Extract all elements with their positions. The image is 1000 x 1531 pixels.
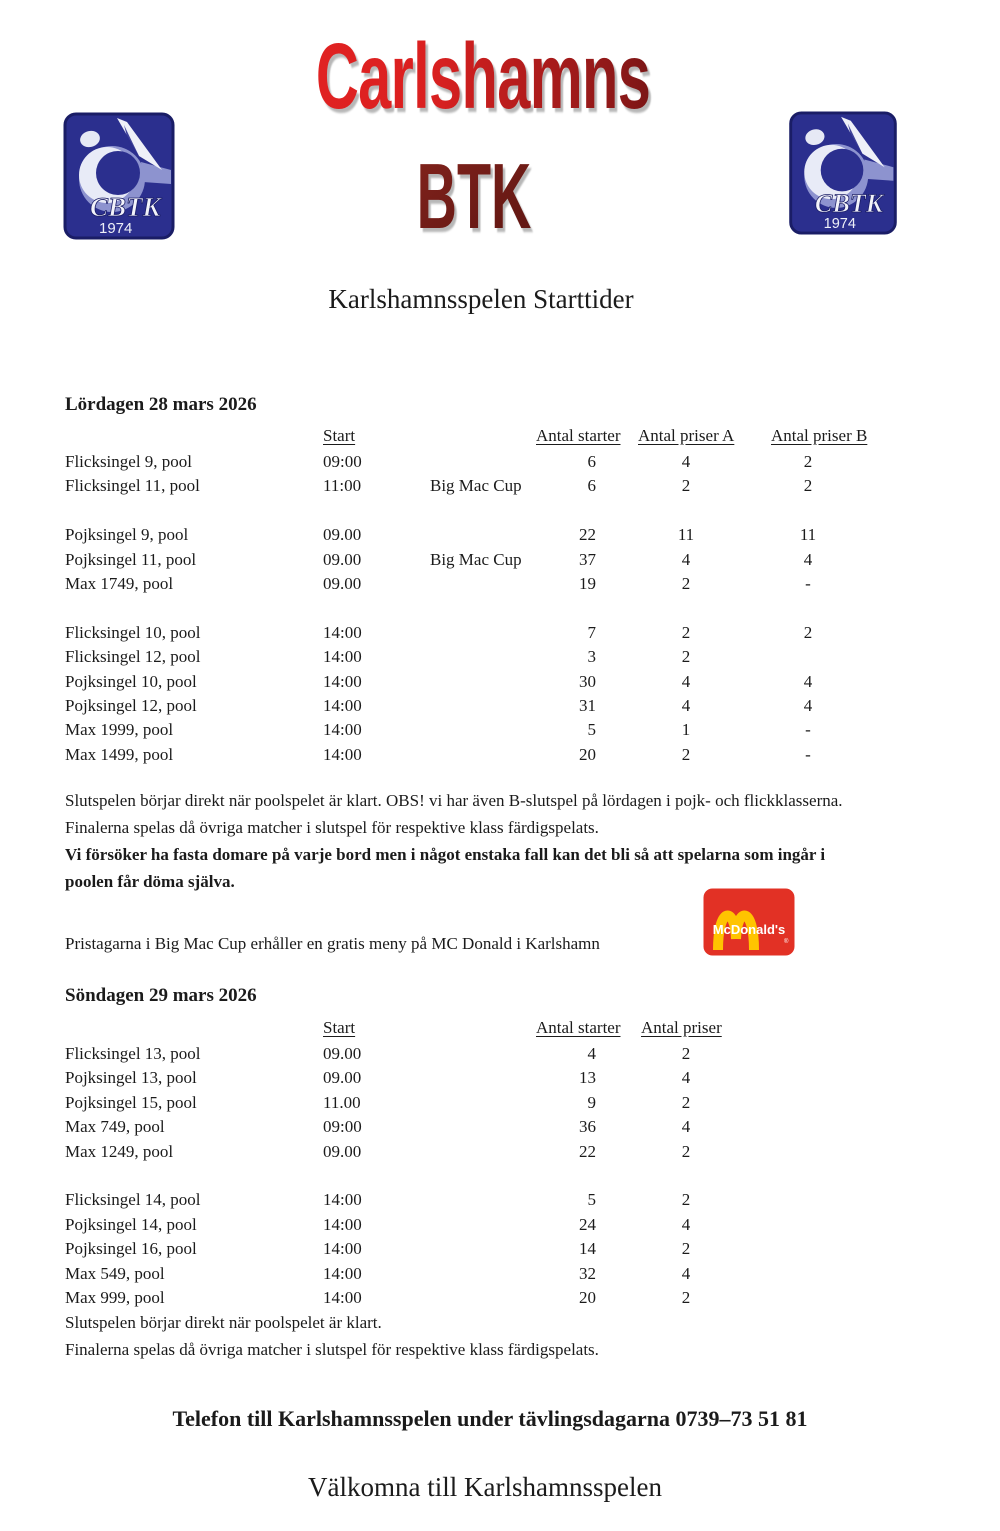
start-time-cell: 14:00 [323,720,362,740]
starters-cell: 32 [579,1263,596,1283]
start-time-cell: 09:00 [323,1117,362,1137]
bigmac-note: Pristagarna i Big Mac Cup erhåller en gratis meny på MC Donald i Karlshamn [65,934,600,953]
start-time-cell: 14:00 [323,695,362,715]
prizes-cell: 4 [681,1263,691,1283]
note-line: Slutspelen börjar direkt när poolspelet är klart. OBS! vi har även B-slutspel på lördagen i pojk- och flickklasserna. [65,791,843,810]
cbtk-logo-icon [788,111,898,235]
prizes-cell: 2 [681,1287,691,1307]
prizes-cell: 2 [681,1044,691,1063]
prizes-cell: 2 [681,1239,691,1259]
class-name-cell: Pojksingel 15, pool [65,1092,197,1112]
page-title: Karlshamnsspelen Starttider [328,284,634,314]
class-name-cell: Max 1249, pool [65,1141,174,1161]
column-header-prizes-a: Antal priser A [638,426,735,445]
start-time-cell: 11.00 [323,1092,361,1112]
prizes-b-cell: 2 [803,452,813,471]
prizes-b-cell: 11 [799,525,817,545]
logo-abbr-text: CBTK [814,188,884,218]
note-line: Finalerna spelas då övriga matcher i slutspel för respektive klass färdigspelats. [65,1340,599,1359]
starters-cell: 13 [579,1068,596,1088]
table-row [65,743,840,767]
starters-cell: 20 [579,1287,596,1307]
class-name-cell: Max 549, pool [65,1263,165,1283]
note-line-bold: poolen får döma själva. [65,872,235,891]
starters-cell: 3 [587,647,596,667]
sunday-heading: Söndagen 29 mars 2026 [65,985,257,1006]
phone-line: Telefon till Karlshamnsspelen under tävlingsdagarna 0739–73 51 81 [172,1406,808,1431]
table-row [65,572,840,596]
note-line: Finalerna spelas då övriga matcher i slutspel för respektive klass färdigspelats. [65,818,599,837]
table-row [65,1115,776,1139]
start-time-cell: 09.00 [323,1044,362,1063]
start-time-cell: 09.00 [323,573,362,593]
sunday-table-header [65,1015,915,1040]
table-row [65,548,840,572]
table-row [65,1262,776,1286]
column-header-starters: Antal starter [536,1018,621,1037]
class-name-cell: Flicksingel 11, pool [65,476,200,496]
starters-cell: 22 [579,525,596,545]
mcdonalds-logo [703,888,795,956]
table-row [65,1164,776,1188]
starters-cell: 22 [579,1141,596,1161]
welcome-line: Välkomna till Karlshamnsspelen [308,1472,662,1502]
starters-cell: 5 [587,1190,596,1210]
mcdonalds-logo-icon [703,888,795,956]
table-row [65,1237,776,1261]
table-row [65,499,840,523]
start-time-cell: 14:00 [323,1263,362,1283]
logo-abbr-text: CBTK [90,192,161,222]
prizes-a-cell: 4 [681,671,691,691]
table-row [65,1213,776,1237]
table-row [65,694,840,718]
start-time-cell: 09:00 [323,452,362,471]
club-name-title: Carlshamns [163,30,803,123]
prizes-b-cell: 2 [803,622,813,642]
prizes-cell: 2 [681,1092,691,1112]
prizes-cell: 2 [681,1190,691,1210]
start-time-cell: 14:00 [323,1239,362,1259]
prizes-a-cell: 4 [681,549,691,569]
table-row [65,1066,776,1090]
class-name-cell: Pojksingel 16, pool [65,1239,197,1259]
prizes-b-cell: - [805,573,811,593]
start-time-cell: 14:00 [323,622,362,642]
starters-cell: 4 [587,1044,596,1063]
logo-year-text: 1974 [99,220,133,237]
class-name-cell: Max 749, pool [65,1117,165,1137]
prizes-cell: 4 [681,1117,691,1137]
sunday-table [65,1042,776,1310]
starters-cell: 5 [587,720,596,740]
saturday-notes [65,787,935,895]
prizes-a-cell: 2 [681,647,691,667]
class-name-cell: Flicksingel 14, pool [65,1190,201,1210]
prizes-a-cell: 2 [681,573,691,593]
saturday-table [65,450,840,767]
cup-cell: Big Mac Cup [430,476,522,496]
club-abbr-title: BTK [174,150,774,243]
table-row [65,450,840,474]
class-name-cell: Flicksingel 12, pool [65,647,201,667]
prizes-b-cell: 4 [803,549,813,569]
starters-cell: 20 [579,744,596,764]
cbtk-club-logo-left [63,112,175,240]
class-name-cell: Max 999, pool [65,1287,165,1307]
table-row [65,621,840,645]
start-time-cell: 09.00 [323,1068,362,1088]
table-row [65,670,840,694]
table-row [65,523,840,547]
logo-year-text: 1974 [823,216,856,233]
start-time-cell: 09.00 [323,549,362,569]
starters-cell: 36 [579,1117,596,1137]
table-row [65,596,840,620]
prizes-a-cell: 2 [681,744,691,764]
starters-cell: 7 [587,622,596,642]
class-name-cell: Pojksingel 9, pool [65,525,189,545]
class-name-cell: Pojksingel 14, pool [65,1214,197,1234]
table-row [65,1188,776,1212]
table-row [65,645,840,669]
start-time-cell: 09.00 [323,1141,362,1161]
class-name-cell: Max 1499, pool [65,744,174,764]
cbtk-club-logo-right [788,111,898,235]
table-row [65,1286,776,1310]
start-time-cell: 14:00 [323,1214,362,1234]
mcdonalds-brand-text: McDonald's [712,922,786,937]
column-header-prizes: Antal priser [641,1018,722,1037]
start-time-cell: 09.00 [323,525,362,545]
starters-cell: 6 [587,452,596,471]
prizes-a-cell: 1 [681,720,691,740]
saturday-heading: Lördagen 28 mars 2026 [65,394,257,415]
table-row [65,1140,776,1164]
starters-cell: 30 [579,671,596,691]
column-header-start: Start [323,1018,356,1037]
prizes-cell: 4 [681,1068,691,1088]
start-time-cell: 14:00 [323,671,362,691]
starters-cell: 6 [587,476,596,496]
prizes-a-cell: 4 [681,695,691,715]
column-header-starters: Antal starter [536,426,621,445]
prizes-b-cell: 4 [803,695,813,715]
note-line-bold: Vi försöker ha fasta domare på varje bord men i något enstaka fall kan det bli så att spelarna som ingår i [65,845,826,864]
class-name-cell: Flicksingel 13, pool [65,1044,201,1063]
starters-cell: 24 [579,1214,596,1234]
table-row [65,718,840,742]
prizes-b-cell: - [805,720,811,740]
prizes-a-cell: 4 [681,452,691,471]
start-time-cell: 14:00 [323,1190,362,1210]
starters-cell: 9 [587,1092,596,1112]
class-name-cell: Pojksingel 11, pool [65,549,197,569]
sunday-notes [65,1309,935,1363]
class-name-cell: Pojksingel 12, pool [65,695,197,715]
starters-cell: 37 [579,549,596,569]
starters-cell: 14 [579,1239,596,1259]
cup-cell: Big Mac Cup [430,549,522,569]
class-name-cell: Flicksingel 9, pool [65,452,193,471]
starters-cell: 19 [579,573,596,593]
table-row [65,1042,776,1066]
start-time-cell: 14:00 [323,647,362,667]
saturday-table-header [65,423,915,448]
class-name-cell: Max 1749, pool [65,573,174,593]
class-name-cell: Flicksingel 10, pool [65,622,201,642]
prizes-a-cell: 2 [681,622,691,642]
start-time-cell: 11:00 [323,476,362,496]
prizes-a-cell: 11 [677,525,695,545]
note-line: Slutspelen börjar direkt när poolspelet är klart. [65,1313,382,1332]
column-header-start: Start [323,426,356,445]
prizes-b-cell: 4 [803,671,813,691]
class-name-cell: Pojksingel 13, pool [65,1068,197,1088]
prizes-a-cell: 2 [681,476,691,496]
table-row [65,1091,776,1115]
column-header-prizes-b: Antal priser B [771,426,868,445]
cbtk-logo-icon [63,112,175,240]
registered-mark: ® [784,939,789,945]
prizes-cell: 2 [681,1141,691,1161]
prizes-b-cell: - [805,744,811,764]
prizes-cell: 4 [681,1214,691,1234]
class-name-cell: Max 1999, pool [65,720,174,740]
class-name-cell: Pojksingel 10, pool [65,671,197,691]
table-row [65,474,840,498]
start-time-cell: 14:00 [323,744,362,764]
starters-cell: 31 [579,695,596,715]
prizes-b-cell: 2 [803,476,813,496]
start-time-cell: 14:00 [323,1287,362,1307]
